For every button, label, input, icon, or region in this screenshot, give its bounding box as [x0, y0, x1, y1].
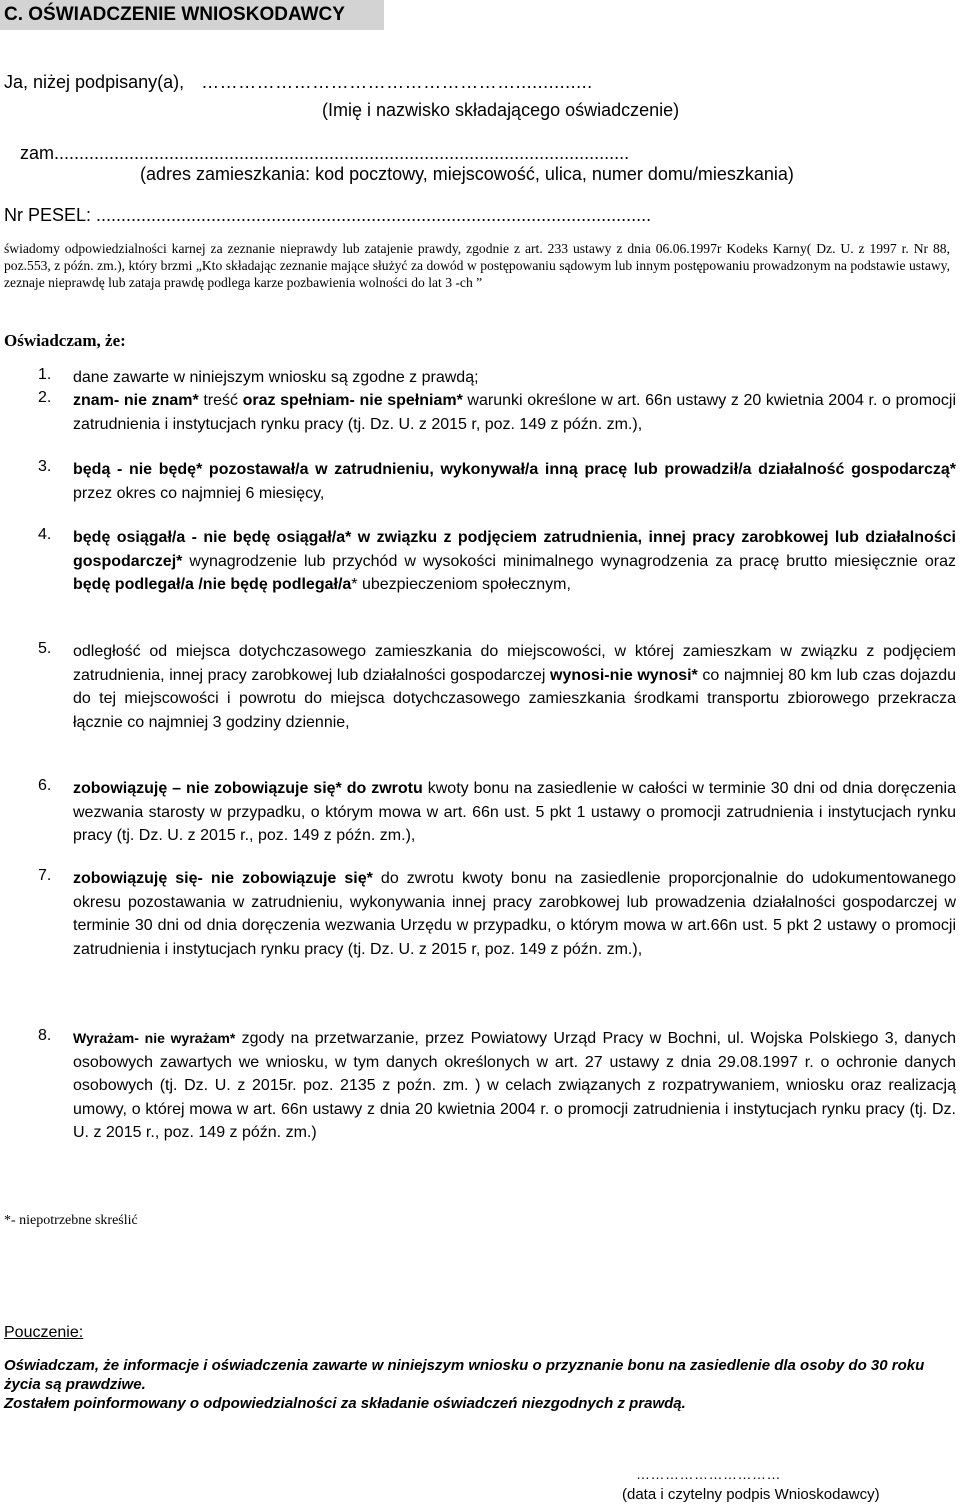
applicant-name-dots: ……………………………………………..............: [201, 72, 593, 92]
item-number: 3.: [38, 458, 52, 475]
item-number: 4.: [38, 526, 52, 543]
item-2-text-2: warunki określone w art. 66n ustawy z 20 kwietnia 2004 r. o promocji zatrudnienia i instytucjach rynku pracy (tj. Dz. U. z 2015 r, poz. 149 z późn. zm.),: [73, 392, 957, 433]
notice-heading: Pouczenie:: [4, 1324, 84, 1341]
item-text: [73, 867, 956, 961]
item-number: 7.: [38, 867, 52, 884]
item-text: [73, 389, 956, 436]
item-8-text-1: zgody na przetwarzanie, przez Powiatowy Urząd Pracy w Bochni, ul. Wojska Polskiego 3, danych osobowych zawartych we wniosku, w tym danych określonych w art. 27 ustawy z dnia 29.08.1997 r. o ochronie danych osobowych (tj. Dz. U. z 2015r. poz. 2135 z poźn. zm. ) w celach związanych z rozpatrywaniem, wniosku oraz realizacją umowy, o której mowa w art. 66n ustawy z dnia 20 kwietnia 2004 r. o promocji zatrudnienia i instytucjach rynku pracy (tj. Dz. U. z 2015 r., poz. 149 z późn. zm.): [73, 1030, 956, 1141]
item-text: [73, 366, 956, 390]
item-number: 8.: [38, 1027, 52, 1044]
section-title: C. OŚWIADCZENIE WNIOSKODAWCY: [0, 0, 384, 30]
item-number: 1.: [38, 366, 52, 383]
item-5-text-1: odległość od miejsca dotychczasowego zamieszkania do miejscowości, w której zamieszkam w związku z podjęciem zatrudnienia, innej pracy zarobkowej lub działalności gospodarczej: [73, 643, 956, 684]
item-1-text: dane zawarte w niniejszym wniosku są zgodne z prawdą;: [73, 369, 479, 386]
item-text: [73, 640, 956, 734]
item-text: [73, 458, 956, 505]
item-number: 5.: [38, 640, 52, 657]
item-number: 2.: [38, 389, 52, 406]
item-4-bold-1: będę osiągał/a -: [73, 529, 197, 546]
applicant-name-line: [4, 72, 593, 93]
item-text: [73, 526, 956, 597]
item-text: [73, 1027, 956, 1145]
item-7-bold-1: zobowiązuję się- nie zobowiązuje się*: [73, 870, 373, 887]
notice-text: [4, 1356, 954, 1413]
item-2-text-1: treść: [198, 392, 243, 409]
item-5-text-2: co najmniej 80 km lub czas dojazdu do tej miejscowości i powrotu do miejsca dotychczasowego zamieszkania środkami transportu zbiorowego przekracza łącznie co najmniej 3 godziny dziennie,: [73, 666, 957, 731]
item-6-text-1: kwoty bonu na zasiedlenie w całości w terminie 30 dni od dnia doręczenia wezwania starosty w przypadku, o którym mowa w art. 66n ust. 5 pkt 1 ustawy o promocji zatrudnienia i instytucjach rynku pracy (tj. Dz. U. z 2015 r., poz. 149 z późn. zm.),: [73, 780, 957, 844]
item-5-bold-1: wynosi-nie wynosi*: [550, 666, 698, 684]
applicant-name-caption: (Imię i nazwisko składającego oświadczenie): [322, 100, 680, 120]
item-4-text-2: wynagrodzenie lub przychód w wysokości minimalnego wynagrodzenia za pracę brutto miesięcznie oraz: [182, 552, 956, 570]
item-3-text-1: przez okres co najmniej 6 miesięcy,: [73, 484, 325, 502]
address-line: zam...................................................................................................................: [20, 143, 630, 163]
item-2-bold-1: znam- nie znam*: [73, 392, 199, 409]
signature-dots: …………………………: [636, 1466, 781, 1482]
item-2-bold-2: oraz spełniam- nie spełniam*: [242, 392, 463, 409]
declaration-heading: Oświadczam, że:: [4, 331, 126, 350]
item-number: 6.: [38, 777, 52, 794]
item-7-text-1: do zwrotu kwoty bonu na zasiedlenie proporcjonalnie do udokumentowanego okresu pozostawania w zatrudnieniu, wykonywania innej pracy zarobkowej lub prowadzenia działalności gospodarczej w terminie 30 dni od dnia doręczenia wezwania Urzędu w przypadku, o którym mowa w art.66n ust. 5 pkt 2 ustawy o promocji zatrudnienia i instytucjach rynku pracy (tj. Dz. U. z 2015 r, poz. 149 z późn. zm.),: [73, 870, 956, 958]
pesel-line: Nr PESEL: ...............................................................................................................: [4, 205, 652, 225]
legal-notice: świadomy odpowiedzialności karnej za zeznanie nieprawdy lub zatajenie prawdy, zgodnie z art. 233 ustawy z dnia 06.06.1997r Kodeks Karny( Dz. U. z 1997 r. Nr 88, poz.553, z późn. zm.), który brzmi „Kto składając zeznanie mające służyć za dowód w postępowaniu sądowym lub innym postępowaniu prowadzonym na podstawie ustawy, zeznaje nieprawdę lub zataja prawdę podlega karze pozbawienia wolności do lat 3 -ch ”: [4, 241, 950, 290]
signature-caption: (data i czytelny podpis Wnioskodawcy): [622, 1486, 880, 1503]
applicant-name-prefix: Ja, niżej podpisany(a),: [4, 72, 185, 92]
item-4-bold-3: będę podlegał/a /nie będę podlegał/a: [73, 576, 352, 593]
notice-line-2: Zostałem poinformowany o odpowiedzialności za składanie oświadczeń niezgodnych z prawdą.: [4, 1395, 686, 1412]
item-6-bold-1: zobowiązuję – nie zobowiązuje się* do zwrotu: [73, 780, 423, 797]
notice-line-1: Oświadczam, że informacje i oświadczenia zawarte w niniejszym wniosku o przyznanie bonu na zasiedlenie dla osoby do 30 roku życia są prawdziwe.: [4, 1357, 925, 1393]
item-3-bold-1: będą - nie będę* pozostawał/a w zatrudnieniu, wykonywał/a inną pracę lub prowadził/a działalność gospodarczą*: [73, 461, 956, 478]
item-8-bold-1: Wyrażam- nie wyrażam*: [73, 1030, 236, 1046]
item-4-bold-2: nie będę osiągał/a* w związku z podjęciem zatrudnienia, innej pracy zarobkowej lub działalności gospodarczej*: [73, 529, 957, 570]
footnote: *- niepotrzebne skreślić: [4, 1213, 138, 1228]
item-text: [73, 777, 956, 848]
address-caption: (adres zamieszkania: kod pocztowy, miejscowość, ulica, numer domu/mieszkania): [140, 164, 794, 184]
item-4-text-3: * ubezpieczeniom społecznym,: [351, 576, 571, 593]
